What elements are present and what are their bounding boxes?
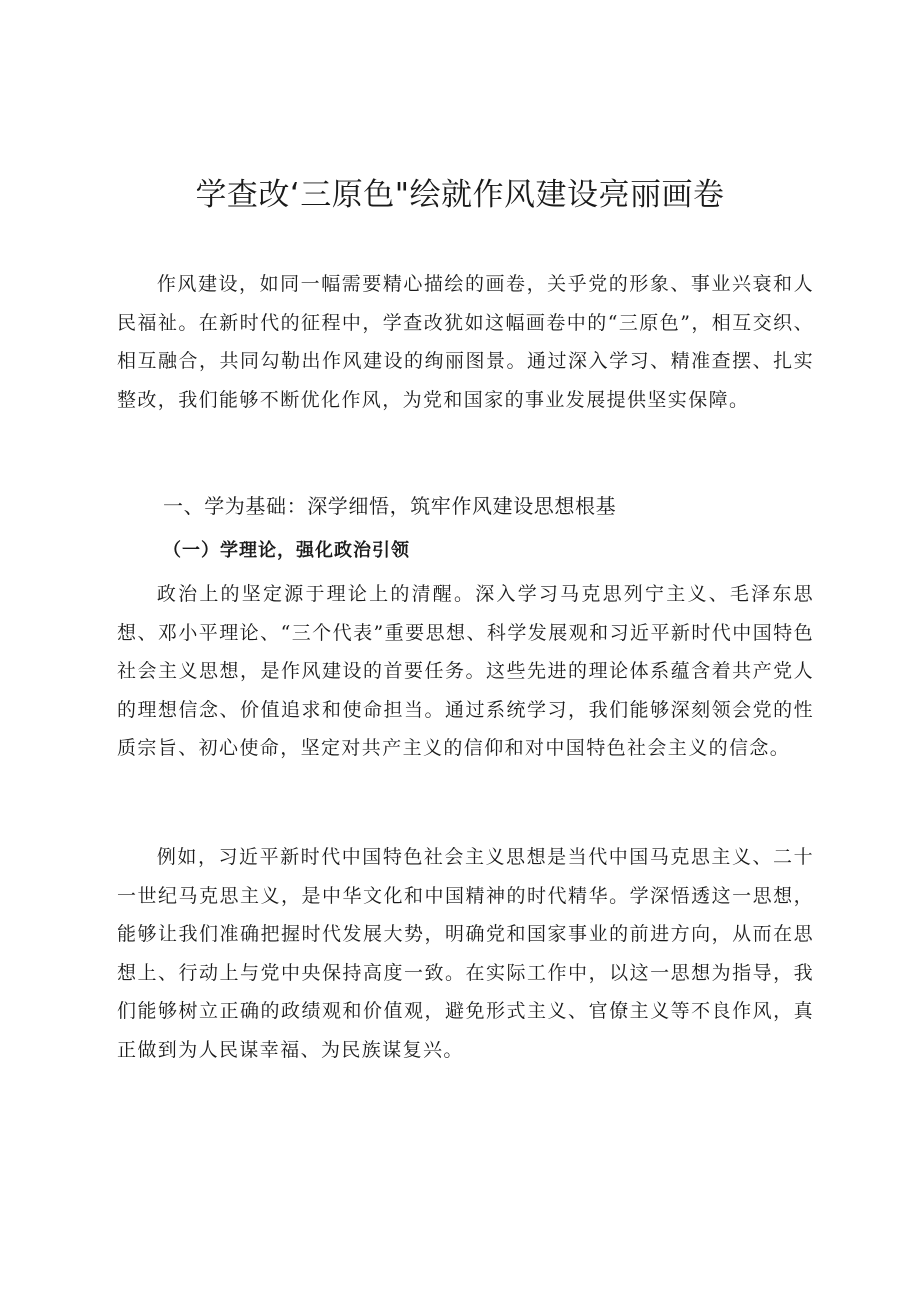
- section-heading: 一、学为基础：深学细悟，筑牢作风建设思想根基: [163, 494, 617, 518]
- paragraph-theory: 政治上的坚定源于理论上的清醒。深入学习马克思列宁主义、毛泽东思想、邓小平理论、“三个代表”重要思想、科学发展观和习近平新时代中国特色社会主义思想，是作风建设的首要任务。这些先进的理论体系蕴含着共产党人的理想信念、价值追求和使命担当。通过系统学习，我们能够深刻领会党的性质宗旨、初心使命，坚定对共产主义的信仰和对中国特色社会主义的信念。: [117, 583, 814, 760]
- subsection-heading: （一）学理论，强化政治引领: [163, 540, 410, 561]
- document-title: 学查改‘三原色"绘就作风建设亮丽画卷: [195, 177, 725, 213]
- paragraph-intro: 作风建设，如同一幅需要精心描绘的画卷，关乎党的形象、事业兴衰和人民福祉。在新时代的征程中，学查改犹如这幅画卷中的“三原色”，相互交织、相互融合，共同勾勒出作风建设的绚丽图景。通过深入学习、精准查摆、扎实整改，我们能够不断优化作风，为党和国家的事业发展提供坚实保障。: [117, 273, 814, 411]
- paragraph-example: 例如，习近平新时代中国特色社会主义思想是当代中国马克思主义、二十一世纪马克思主义，是中华文化和中国精神的时代精华。学深悟透这一思想，能够让我们准确把握时代发展大势，明确党和国家事业的前进方向，从而在思想上、行动上与党中央保持高度一致。在实际工作中，以这一思想为指导，我们能够树立正确的政绩观和价值观，避免形式主义、官僚主义等不良作风，真正做到为人民谋幸福、为民族谋复兴。: [117, 846, 814, 1061]
